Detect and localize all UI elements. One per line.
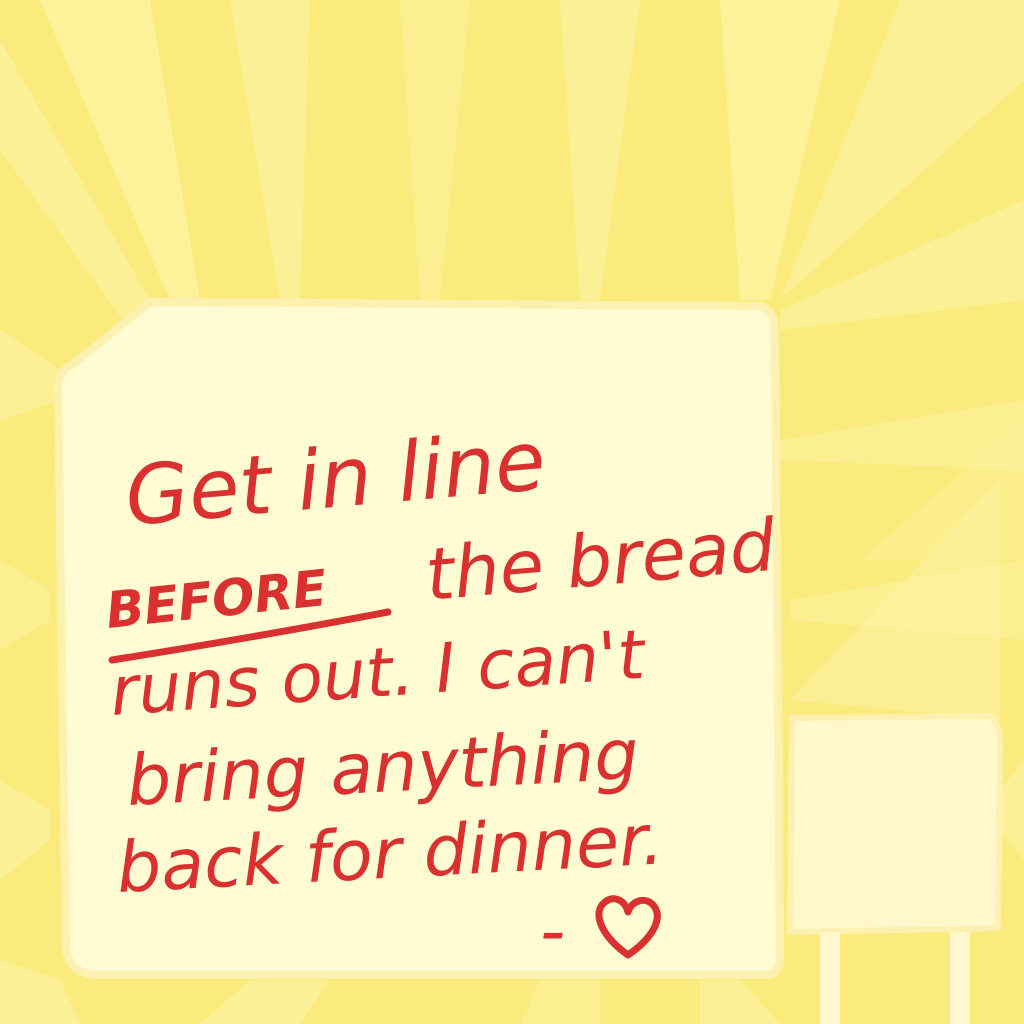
note-line-4: bring anything — [124, 713, 641, 822]
small-paper — [790, 716, 1000, 1024]
signature-dash: - — [540, 890, 566, 972]
note-line-1: Get in line — [121, 413, 550, 545]
note-line-3: runs out. I can't — [107, 615, 647, 732]
note-line-5: back for dinner. — [114, 798, 666, 909]
note-line-2b: the bread — [422, 502, 779, 617]
note-emphasis-word: BEFORE — [103, 559, 330, 640]
